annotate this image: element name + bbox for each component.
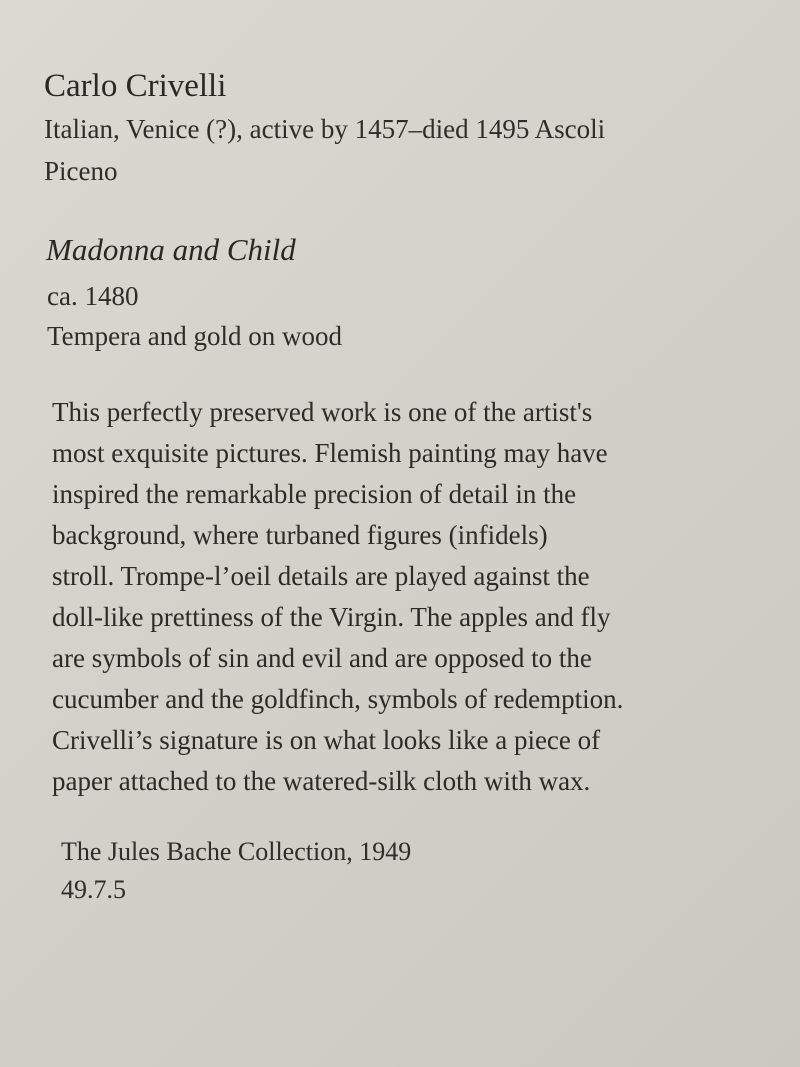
accession-number: 49.7.5 [61,875,126,904]
description-line: Crivelli’s signature is on what looks like a piece of [52,725,601,755]
description-line: background, where turbaned figures (infidels) [52,520,548,550]
artist-bio-line: Piceno [44,156,118,186]
description-line: inspired the remarkable precision of detail in the [52,479,577,509]
description-line: cucumber and the goldfinch, symbols of redemption. [52,684,624,714]
description-paragraph [52,392,732,802]
credit-line: The Jules Bache Collection, 1949 [61,837,412,866]
description-line: stroll. Trompe-l’oeil details are played against the [52,561,590,591]
artist-bio [44,108,724,192]
artist-bio-line: Italian, Venice (?), active by 1457–died 1495 Ascoli [44,114,606,144]
description-line: most exquisite pictures. Flemish painting may have [52,438,608,468]
description-line: are symbols of sin and evil and are opposed to the [52,643,592,673]
artwork-medium: Tempera and gold on wood [47,321,343,351]
artwork-date: ca. 1480 [47,281,139,311]
description-line: doll-like prettiness of the Virgin. The apples and fly [52,602,611,632]
description-line: This perfectly preserved work is one of the artist's [52,397,593,427]
artwork-title: Madonna and Child [46,232,296,267]
description-line: paper attached to the watered-silk cloth with wax. [52,766,591,796]
artist-name: Carlo Crivelli [44,68,227,104]
